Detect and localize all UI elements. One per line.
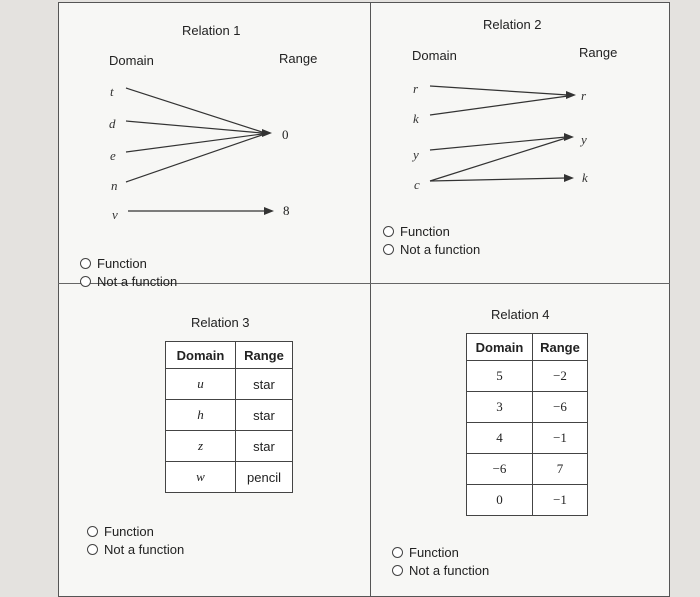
relation2-range-item: y — [581, 132, 587, 147]
relation3-table — [165, 341, 293, 493]
table-row: 4 −1 — [467, 423, 588, 454]
table-row: 5 −2 — [467, 361, 588, 392]
radio-circle-icon — [87, 526, 98, 537]
relation3-header-range: Range — [236, 342, 293, 369]
relation4-option-not-function[interactable]: Not a function — [392, 563, 489, 578]
relation1-title: Relation 1 — [182, 23, 241, 38]
radio-circle-icon — [87, 544, 98, 555]
relation1-range-item: 0 — [282, 127, 289, 142]
relation2-option-function[interactable]: Function — [383, 224, 450, 239]
relation1-option-function[interactable]: Function — [80, 256, 147, 271]
relation4-header-domain: Domain — [467, 334, 533, 361]
radio-circle-icon — [383, 226, 394, 237]
table-row: 0 −1 — [467, 485, 588, 516]
table-row: w pencil — [166, 462, 293, 493]
relation1-domain-item: v — [112, 207, 118, 222]
relation3-title: Relation 3 — [191, 315, 250, 330]
relation2-domain-item: y — [413, 147, 419, 162]
relation4-option-function[interactable]: Function — [392, 545, 459, 560]
relation2-range-label: Range — [579, 45, 618, 60]
table-row: 3 −6 — [467, 392, 588, 423]
relation3-option-not-function[interactable]: Not a function — [87, 542, 184, 557]
relation2-title: Relation 2 — [483, 17, 542, 32]
relation2-range-item: r — [581, 88, 587, 103]
table-row: u star — [166, 369, 293, 400]
relation3-header-domain: Domain — [166, 342, 236, 369]
relation1-range-label: Range — [279, 51, 318, 66]
relation1-domain-item: e — [110, 148, 116, 163]
relation2-domain-item: c — [414, 177, 420, 192]
table-row: h star — [166, 400, 293, 431]
radio-circle-icon — [383, 244, 394, 255]
relation2-domain-item: k — [413, 111, 419, 126]
relation1-domain-item: t — [110, 84, 114, 99]
relation2-range-item: k — [582, 170, 588, 185]
relation3-option-function[interactable]: Function — [87, 524, 154, 539]
table-row: −6 7 — [467, 454, 588, 485]
relation2-option-not-function[interactable]: Not a function — [383, 242, 480, 257]
relation4-header-range: Range — [533, 334, 588, 361]
table-row: z star — [166, 431, 293, 462]
relation2-domain-label: Domain — [412, 48, 457, 63]
relation1-domain-item: d — [109, 116, 116, 131]
relation1-domain-label: Domain — [109, 53, 154, 68]
relation1-domain-item: n — [111, 178, 118, 193]
relation1-range-item: 8 — [283, 203, 290, 218]
radio-circle-icon — [392, 565, 403, 576]
relation4-table — [466, 333, 588, 516]
radio-circle-icon — [392, 547, 403, 558]
relation2-domain-item: r — [413, 81, 419, 96]
relation4-title: Relation 4 — [491, 307, 550, 322]
relation1-option-not-function[interactable]: Not a function — [80, 274, 177, 289]
